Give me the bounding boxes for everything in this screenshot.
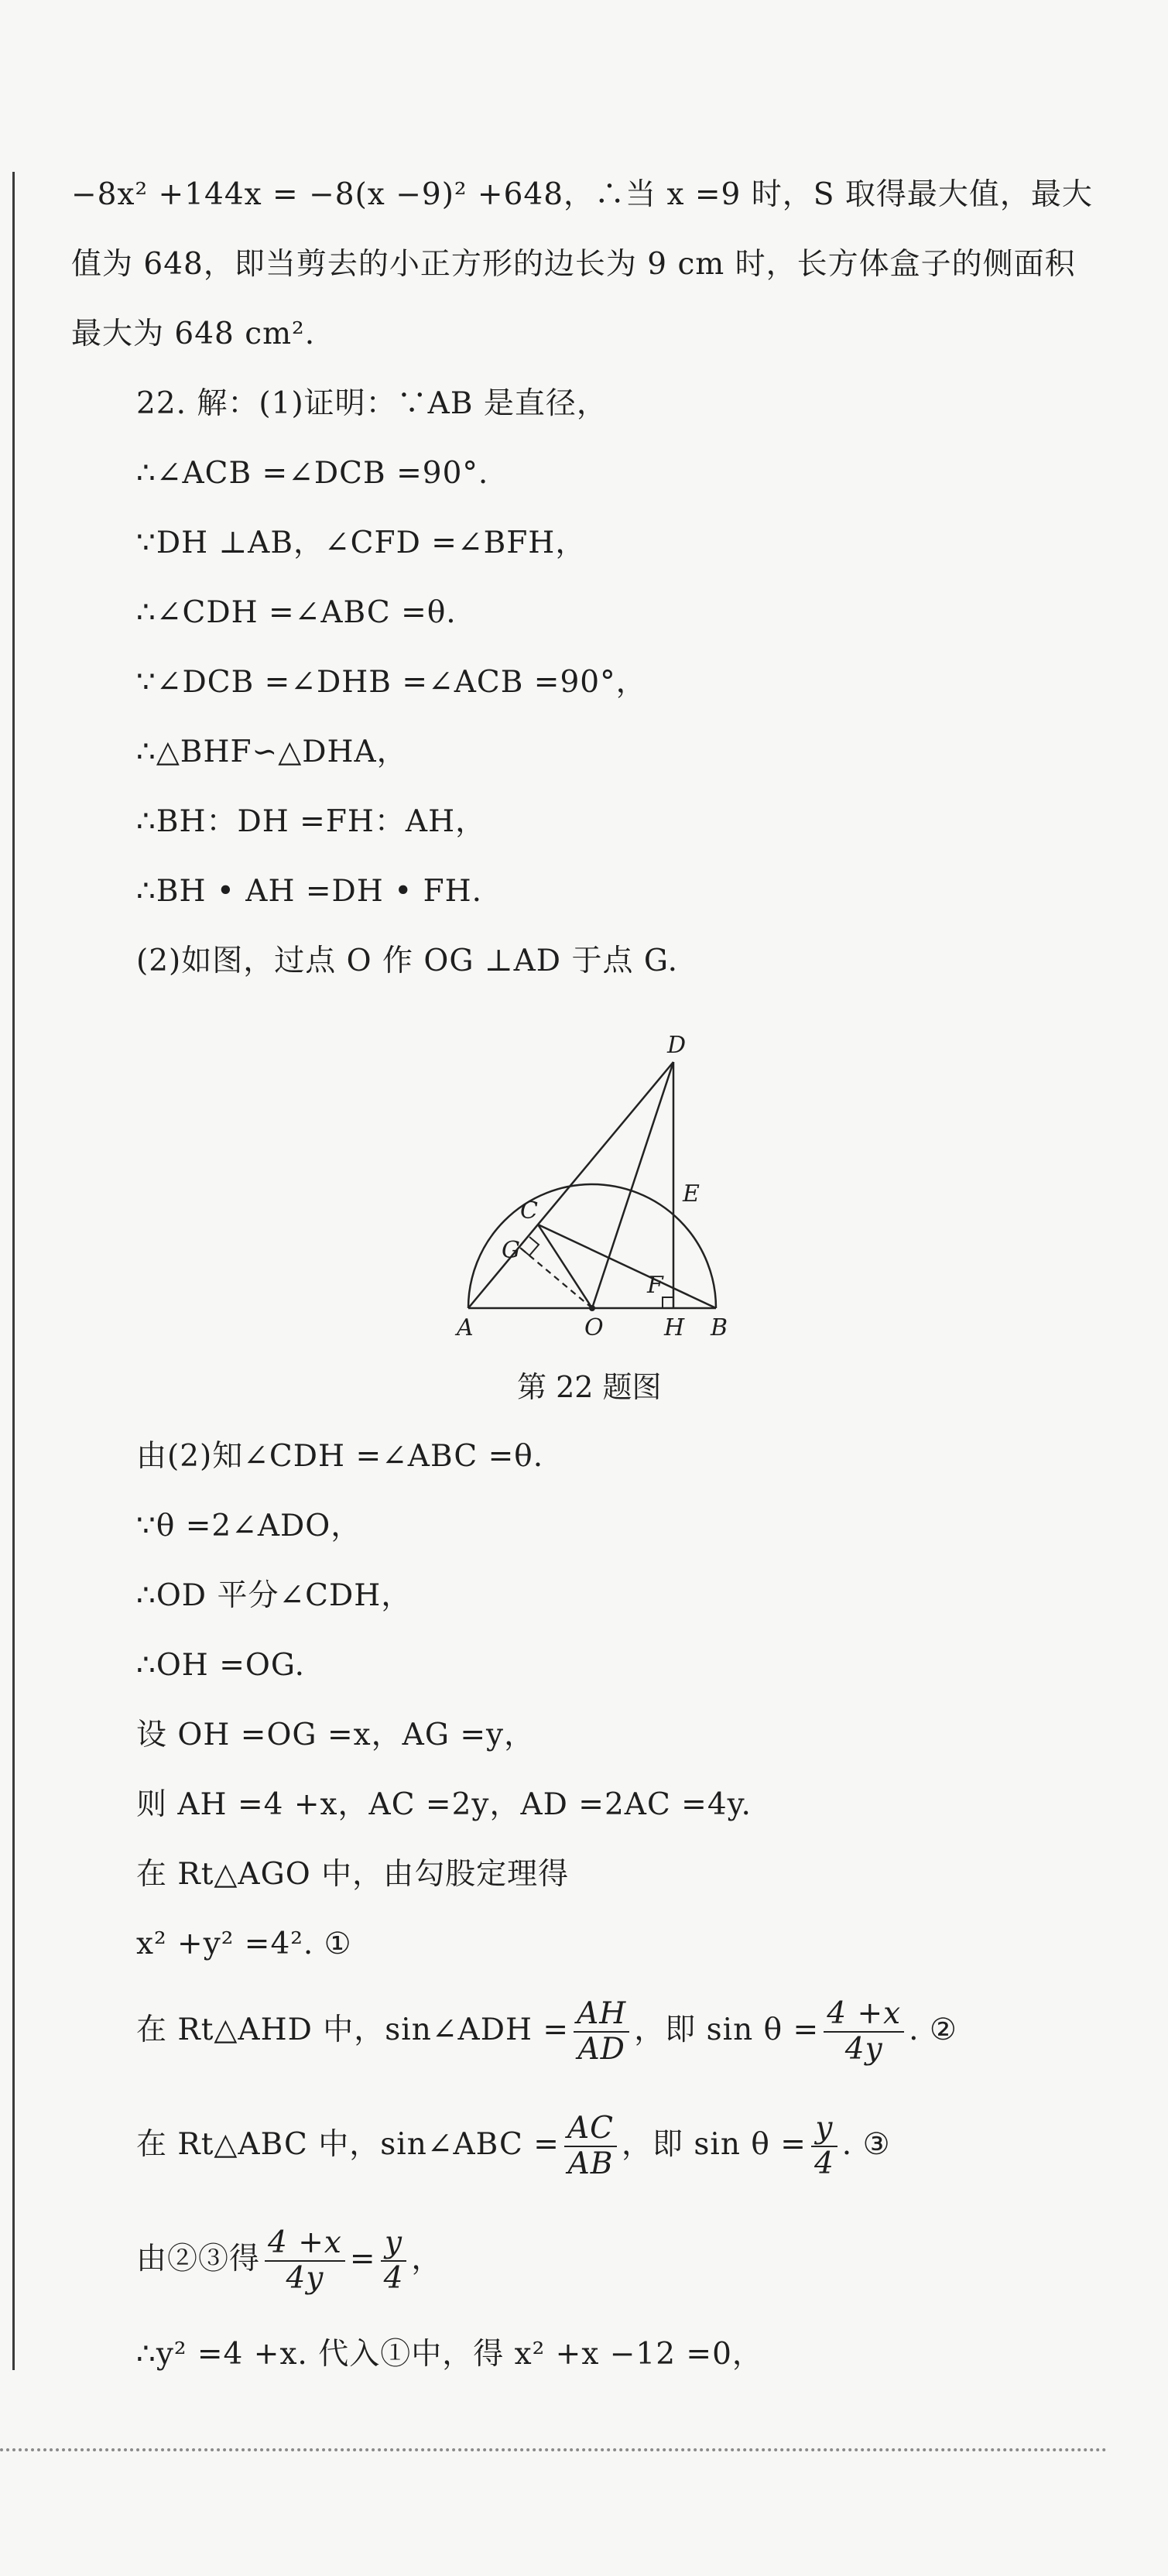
eq2-num1: AH: [574, 1997, 629, 2033]
dotted-separator: [0, 2448, 1107, 2451]
part2-intro: (2)如图，过点 O 作 OG ⊥AD 于点 G.: [136, 944, 678, 978]
solution-line: ∵θ =2∠ADO，: [136, 1509, 362, 1543]
geometry-figure: [433, 1022, 759, 1347]
text-line: 值为 648，即当剪去的小正方形的边长为 9 cm 时，长方体盒子的侧面积: [71, 247, 1076, 282]
segment-AD: [468, 1062, 673, 1308]
solution-line: ∴OD 平分∠CDH，: [136, 1578, 413, 1613]
right-angle-G: [520, 1237, 539, 1255]
eq2-middle: ，即 sin θ =: [634, 2012, 820, 2047]
label-G: G: [502, 1237, 520, 1264]
eq2-fraction-2: [824, 1997, 904, 2067]
eq3-den2: 4: [813, 2146, 834, 2181]
right-angle-H: [663, 1297, 673, 1308]
equation-1: x² +y² =4². ①: [136, 1927, 352, 1961]
eq4-prefix: 由②③得: [136, 2242, 261, 2276]
eq4-suffix: ，: [411, 2242, 443, 2276]
solution-line: 设 OH =OG =x，AG =y，: [136, 1718, 536, 1752]
equation-2: [136, 1997, 957, 2067]
solution-line: 在 Rt△AGO 中，由勾股定理得: [136, 1857, 570, 1892]
proof-step: ∴∠ACB =∠DCB =90°.: [136, 456, 489, 491]
text-line: −8x² +144x = −8(x −9)² +648，∴当 x =9 时，S 取得最大值，最大: [71, 177, 1093, 212]
eq2-suffix: . ②: [909, 2012, 957, 2047]
eq4-den2: 4: [383, 2261, 404, 2296]
label-O: O: [584, 1314, 604, 1341]
label-H: H: [664, 1314, 685, 1341]
eq3-den1: AB: [567, 2146, 614, 2181]
proof-step: ∴BH：DH =FH：AH，: [136, 804, 487, 839]
proof-step: ∴△BHF∽△DHA，: [136, 735, 408, 769]
solution-line: 由(2)知∠CDH =∠ABC =θ.: [136, 1439, 544, 1474]
label-E: E: [683, 1180, 700, 1208]
segment-OG-dashed: [520, 1248, 592, 1308]
eq4-den1: 4y: [286, 2261, 324, 2296]
eq2-num2: 4 +x: [824, 1997, 904, 2033]
label-F: F: [647, 1272, 663, 1299]
eq4-middle: =: [349, 2242, 376, 2276]
equation-combined: [136, 2226, 442, 2296]
eq4-num1: 4 +x: [265, 2226, 345, 2262]
proof-step: ∵DH ⊥AB，∠CFD =∠BFH，: [136, 526, 587, 560]
label-C: C: [520, 1197, 538, 1225]
eq3-prefix: 在 Rt△ABC 中，sin∠ABC =: [136, 2127, 560, 2162]
point-O: [589, 1305, 595, 1311]
eq2-prefix: 在 Rt△AHD 中，sin∠ADH =: [136, 2012, 570, 2047]
proof-step: ∴BH • AH =DH • FH.: [136, 874, 483, 909]
equation-3: [136, 2112, 891, 2181]
label-B: B: [711, 1314, 728, 1341]
eq3-num1: AC: [564, 2112, 617, 2147]
text-line: 最大为 648 cm².: [71, 317, 316, 351]
eq3-fraction-2: [811, 2112, 837, 2181]
solution-line: ∴OH =OG.: [136, 1648, 306, 1683]
proof-step: ∵∠DCB =∠DHB =∠ACB =90°，: [136, 665, 647, 700]
label-D: D: [667, 1032, 687, 1059]
eq4-fraction-2: [381, 2226, 407, 2296]
eq3-fraction-1: [564, 2112, 617, 2181]
proof-step: ∴∠CDH =∠ABC =θ.: [136, 595, 457, 630]
figure-caption: 第 22 题图: [517, 1370, 662, 1404]
solution-line: 则 AH =4 +x，AC =2y，AD =2AC =4y.: [136, 1787, 752, 1822]
eq3-suffix: . ③: [841, 2127, 891, 2162]
eq4-num2: y: [381, 2226, 407, 2262]
eq3-num2: y: [811, 2112, 837, 2147]
eq4-fraction-1: [265, 2226, 345, 2296]
eq2-den1: AD: [577, 2032, 625, 2067]
eq2-den2: 4y: [844, 2032, 883, 2067]
problem-heading: 22. 解：(1)证明：∵AB 是直径，: [136, 386, 608, 421]
eq3-middle: ，即 sin θ =: [621, 2127, 807, 2162]
label-A: A: [457, 1314, 474, 1341]
left-margin-rule: [12, 172, 15, 2370]
eq2-fraction-1: [574, 1997, 629, 2067]
final-line: ∴y² =4 +x. 代入①中，得 x² +x −12 =0，: [136, 2337, 763, 2372]
